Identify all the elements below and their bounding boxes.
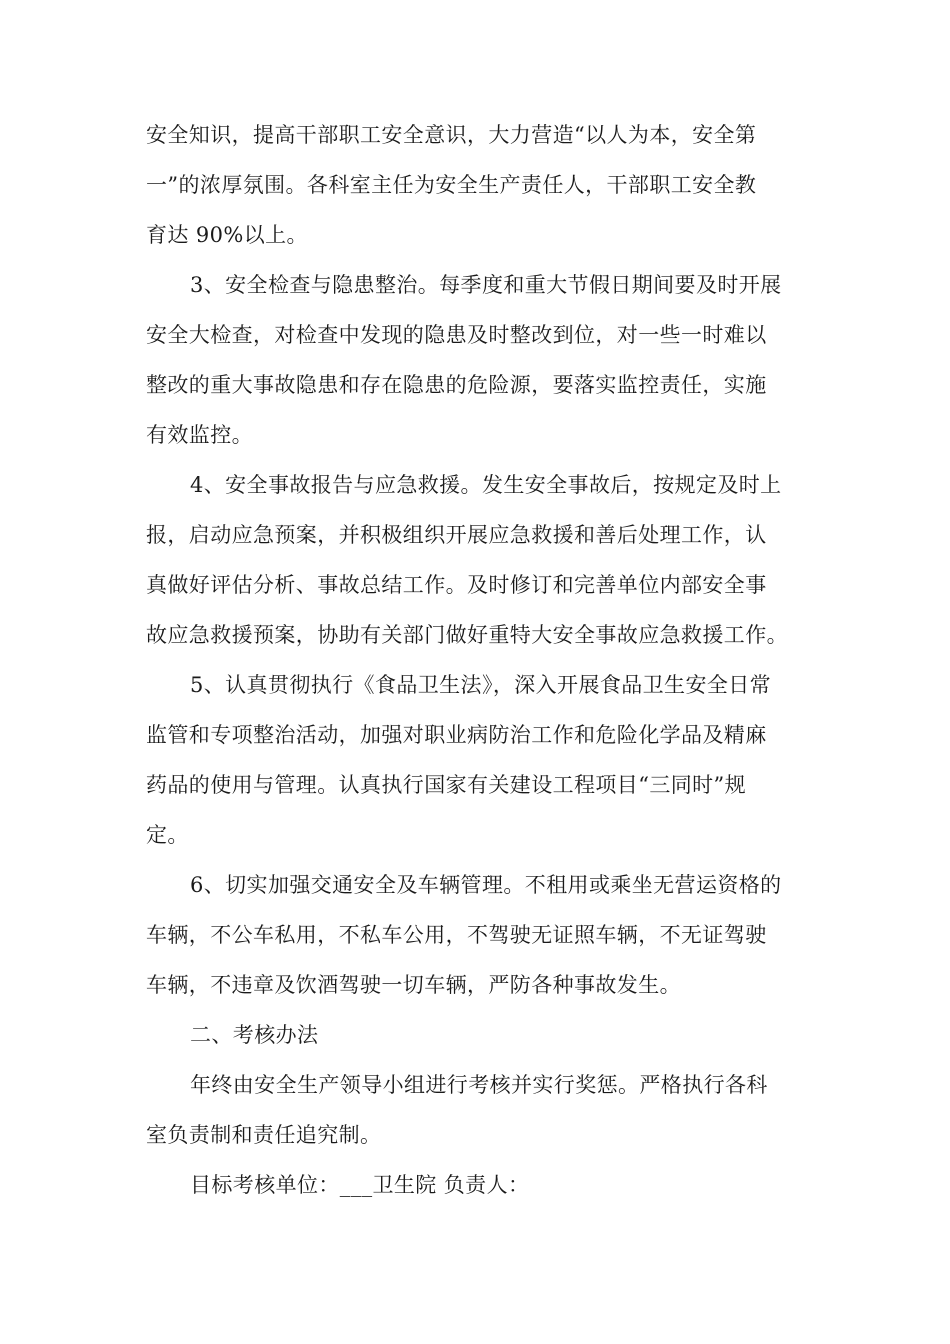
document-body [146,118,806,1218]
text-line: 定。 [146,823,189,847]
paragraph-4-start: 4、安全事故报告与应急救援。发生安全事故后，按规定及时上 [190,473,782,497]
text-line: 有效监控。 [146,423,253,447]
text-line: 整改的重大事故隐患和存在隐患的危险源，要落实监控责任，实施 [146,373,767,397]
text-line: 一”的浓厚氛围。各科室主任为安全生产责任人，干部职工安全教 [146,173,757,197]
signature-line: 目标考核单位：___卫生院 负责人： [190,1173,530,1197]
text-line: 真做好评估分析、事故总结工作。及时修订和完善单位内部安全事 [146,573,767,597]
text-line: 室负责制和责任追究制。 [146,1123,382,1147]
text-line: 监管和专项整治活动，加强对职业病防治工作和危险化学品及精麻 [146,723,767,747]
paragraph-6-start: 6、切实加强交通安全及车辆管理。不租用或乘坐无营运资格的 [190,873,782,897]
text-line: 安全大检查，对检查中发现的隐患及时整改到位，对一些一时难以 [146,323,767,347]
paragraph-5-start: 5、认真贯彻执行《食品卫生法》，深入开展食品卫生安全日常 [190,673,772,697]
text-line: 安全知识，提高干部职工安全意识，大力营造“以人为本，安全第 [146,123,757,147]
text-line: 车辆，不违章及饮酒驾驶一切车辆，严防各种事故发生。 [146,973,681,997]
text-line: 药品的使用与管理。认真执行国家有关建设工程项目“三同时”规 [146,773,747,797]
text-line: 育达 90%以上。 [146,223,308,247]
text-line: 车辆，不公车私用，不私车公用，不驾驶无证照车辆，不无证驾驶 [146,923,767,947]
assessment-paragraph-start: 年终由安全生产领导小组进行考核并实行奖惩。严格执行各科 [190,1073,768,1097]
text-line: 报，启动应急预案，并积极组织开展应急救援和善后处理工作，认 [146,523,767,547]
paragraph-3-start: 3、安全检查与隐患整治。每季度和重大节假日期间要及时开展 [190,273,782,297]
text-line: 故应急救援预案，协助有关部门做好重特大安全事故应急救援工作。 [146,623,788,647]
section-heading: 二、考核办法 [190,1023,319,1047]
